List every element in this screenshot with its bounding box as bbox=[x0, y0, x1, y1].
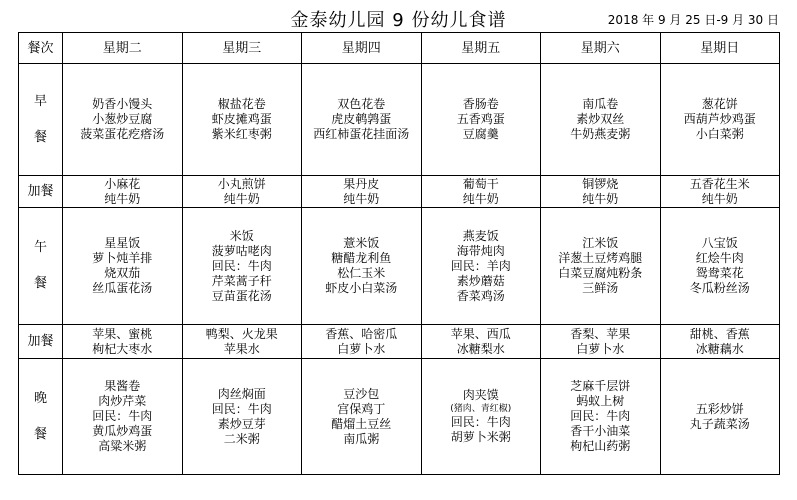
dish-item: 芹菜蒿子秆 bbox=[211, 273, 272, 288]
dish-item: 纯牛奶 bbox=[223, 191, 260, 206]
dish-item: 纯牛奶 bbox=[462, 191, 499, 206]
page-title: 金泰幼儿园 9 份幼儿食谱 bbox=[290, 10, 507, 31]
menu-cell bbox=[421, 359, 541, 475]
dish-item: 白菜豆腐炖粉条 bbox=[558, 266, 643, 280]
dish-item: 芝麻千层饼 bbox=[570, 379, 631, 393]
dish-item: 纯牛奶 bbox=[343, 191, 380, 206]
menu-cell bbox=[541, 325, 661, 359]
dish-item: 冰糖藕水 bbox=[695, 341, 744, 356]
dish-item: 奶香小馒头 bbox=[92, 97, 153, 111]
dish-item: 纯牛奶 bbox=[701, 191, 738, 206]
dish-item: 素炒蘑菇 bbox=[456, 273, 505, 288]
dish-item: 素炒双丝 bbox=[576, 112, 625, 126]
dish-item: 枸杞大枣水 bbox=[92, 341, 153, 356]
dish-item: 西红柿蛋花挂面汤 bbox=[313, 127, 410, 141]
snack-row-morning bbox=[19, 176, 780, 208]
dish-item: 小麻花 bbox=[104, 176, 141, 191]
menu-cell bbox=[421, 176, 541, 208]
dish-item: 海带炖肉 bbox=[456, 243, 505, 258]
dish-item: 八宝饭 bbox=[701, 236, 738, 250]
menu-cell bbox=[302, 64, 422, 176]
dish-item: 回民：牛肉 bbox=[211, 258, 272, 273]
dish-item: 果丹皮 bbox=[343, 176, 380, 191]
dish-item: 果酱卷 bbox=[104, 379, 141, 393]
dish-item: 椒盐花卷 bbox=[217, 97, 266, 111]
menu-cell bbox=[63, 325, 183, 359]
dish-item: 回民：牛肉 bbox=[570, 409, 631, 423]
menu-cell bbox=[541, 64, 661, 176]
dish-item: 纯牛奶 bbox=[582, 191, 619, 206]
dish-item: 香肠卷 bbox=[462, 97, 499, 111]
dish-item: 葱花饼 bbox=[701, 97, 738, 111]
dish-item: 素炒豆芽 bbox=[217, 416, 266, 431]
dish-item: 香梨、苹果 bbox=[570, 326, 631, 341]
dish-item: 黄瓜炒鸡蛋 bbox=[92, 424, 153, 438]
dish-item: 香干小油菜 bbox=[570, 424, 631, 438]
dish-item: 薏米饭 bbox=[343, 236, 380, 250]
dish-item: 苹果、西瓜 bbox=[450, 326, 511, 341]
dish-item: 小丸煎饼 bbox=[217, 176, 266, 191]
dish-item: 西葫芦炒鸡蛋 bbox=[683, 112, 756, 126]
dish-item: 菠萝咕咾肉 bbox=[211, 243, 272, 258]
dish-item: 五彩炒饼 bbox=[695, 401, 744, 416]
lunch-row bbox=[19, 208, 780, 325]
breakfast-row bbox=[19, 64, 780, 176]
dish-item: 肉丝焖面 bbox=[217, 386, 266, 401]
date-range: 2018 年 9 月 25 日-9 月 30 日 bbox=[607, 13, 779, 27]
dish-item: 豆腐羹 bbox=[462, 127, 499, 141]
snack-row-afternoon bbox=[19, 325, 780, 359]
dish-item: 红烩牛肉 bbox=[695, 251, 744, 265]
meal-column-header: 餐次 bbox=[19, 33, 63, 64]
dish-item: 冰糖梨水 bbox=[456, 341, 505, 356]
menu-cell bbox=[660, 208, 780, 325]
meal-label-breakfast: 早 餐 bbox=[19, 64, 63, 176]
dish-item: 紫米红枣粥 bbox=[211, 127, 272, 141]
dish-item: 虾皮小白菜汤 bbox=[325, 281, 398, 295]
dish-item: 洋葱土豆烤鸡腿 bbox=[558, 251, 643, 265]
dish-item: 醋熘土豆丝 bbox=[331, 416, 392, 431]
dish-item: 三鲜汤 bbox=[582, 281, 619, 295]
dish-item: 香蕉、哈密瓜 bbox=[325, 326, 398, 341]
menu-cell bbox=[302, 325, 422, 359]
menu-cell bbox=[63, 176, 183, 208]
menu-cell bbox=[63, 208, 183, 325]
dish-item: 五香花生米 bbox=[689, 176, 750, 191]
dish-item: 小白菜粥 bbox=[695, 127, 744, 141]
dish-item: 萝卜炖羊排 bbox=[92, 251, 153, 265]
dish-item: 燕麦饭 bbox=[462, 228, 499, 243]
dish-item: 回民：牛肉 bbox=[450, 415, 511, 429]
menu-cell bbox=[421, 64, 541, 176]
dish-item: 回民：牛肉 bbox=[92, 409, 153, 423]
dish-item: 葡萄干 bbox=[462, 176, 499, 191]
dish-item: 五香鸡蛋 bbox=[456, 112, 505, 126]
menu-cell bbox=[63, 359, 183, 475]
dish-item: 白萝卜水 bbox=[576, 341, 625, 356]
day-header: 星期三 bbox=[182, 33, 302, 64]
dinner-row bbox=[19, 359, 780, 475]
dish-item: (猪肉、青红椒) bbox=[450, 404, 512, 414]
dish-item: 苹果水 bbox=[223, 341, 260, 356]
menu-cell bbox=[660, 176, 780, 208]
menu-cell bbox=[182, 208, 302, 325]
dish-item: 白萝卜水 bbox=[337, 341, 386, 356]
dish-item: 糖醋龙利鱼 bbox=[331, 251, 392, 265]
dish-item: 豆苗蛋花汤 bbox=[211, 288, 272, 303]
menu-cell bbox=[660, 359, 780, 475]
dish-item: 南瓜粥 bbox=[343, 431, 380, 446]
dish-item: 甜桃、香蕉 bbox=[689, 326, 750, 341]
menu-cell bbox=[421, 208, 541, 325]
meal-label-lunch: 午 餐 bbox=[19, 208, 63, 325]
header-row bbox=[19, 33, 780, 64]
dish-item: 肉炒芹菜 bbox=[98, 394, 147, 408]
meal-label-snack: 加餐 bbox=[19, 325, 63, 359]
dish-item: 江米饭 bbox=[582, 236, 619, 250]
menu-cell bbox=[541, 208, 661, 325]
menu-table bbox=[18, 32, 780, 475]
menu-cell bbox=[541, 176, 661, 208]
dish-item: 鸳鸯菜花 bbox=[695, 266, 744, 280]
meal-label-dinner: 晚 餐 bbox=[19, 359, 63, 475]
dish-item: 苹果、蜜桃 bbox=[92, 326, 153, 341]
meal-label-snack: 加餐 bbox=[19, 176, 63, 208]
dish-item: 米饭 bbox=[229, 228, 254, 243]
menu-cell bbox=[302, 208, 422, 325]
dish-item: 纯牛奶 bbox=[104, 191, 141, 206]
dish-item: 高粱米粥 bbox=[98, 439, 147, 453]
dish-item: 烧双茄 bbox=[104, 266, 141, 280]
dish-item: 胡萝卜米粥 bbox=[450, 430, 511, 444]
menu-cell bbox=[182, 64, 302, 176]
dish-item: 冬瓜粉丝汤 bbox=[689, 281, 750, 295]
dish-item: 肉夹馍 bbox=[462, 388, 499, 402]
dish-item: 双色花卷 bbox=[337, 97, 386, 111]
dish-item: 牛奶燕麦粥 bbox=[570, 127, 631, 141]
day-header: 星期二 bbox=[63, 33, 183, 64]
menu-cell bbox=[302, 359, 422, 475]
day-header: 星期五 bbox=[421, 33, 541, 64]
day-header: 星期日 bbox=[660, 33, 780, 64]
dish-item: 回民：羊肉 bbox=[450, 258, 511, 273]
menu-cell bbox=[182, 176, 302, 208]
dish-item: 鸭梨、火龙果 bbox=[205, 326, 278, 341]
dish-item: 虎皮鹌鹑蛋 bbox=[331, 112, 392, 126]
dish-item: 丝瓜蛋花汤 bbox=[92, 281, 153, 295]
dish-item: 铜锣烧 bbox=[582, 176, 619, 191]
dish-item: 小葱炒豆腐 bbox=[92, 112, 153, 126]
dish-item: 宫保鸡丁 bbox=[337, 401, 386, 416]
menu-cell bbox=[182, 359, 302, 475]
dish-item: 枸杞山药粥 bbox=[570, 439, 631, 453]
dish-item: 菠菜蛋花疙瘩汤 bbox=[80, 127, 165, 141]
menu-cell bbox=[302, 176, 422, 208]
dish-item: 豆沙包 bbox=[343, 386, 380, 401]
menu-cell bbox=[182, 325, 302, 359]
menu-cell bbox=[63, 64, 183, 176]
dish-item: 回民：牛肉 bbox=[211, 401, 272, 416]
dish-item: 香菜鸡汤 bbox=[456, 288, 505, 303]
dish-item: 丸子蔬菜汤 bbox=[689, 416, 750, 431]
menu-cell bbox=[660, 325, 780, 359]
dish-item: 松仁玉米 bbox=[337, 266, 386, 280]
menu-cell bbox=[541, 359, 661, 475]
dish-item: 二米粥 bbox=[223, 431, 260, 446]
menu-cell bbox=[421, 325, 541, 359]
dish-item: 蚂蚁上树 bbox=[576, 394, 625, 408]
dish-item: 虾皮摊鸡蛋 bbox=[211, 112, 272, 126]
day-header: 星期四 bbox=[302, 33, 422, 64]
menu-cell bbox=[660, 64, 780, 176]
day-header: 星期六 bbox=[541, 33, 661, 64]
dish-item: 星星饭 bbox=[104, 236, 141, 250]
dish-item: 南瓜卷 bbox=[582, 97, 619, 111]
